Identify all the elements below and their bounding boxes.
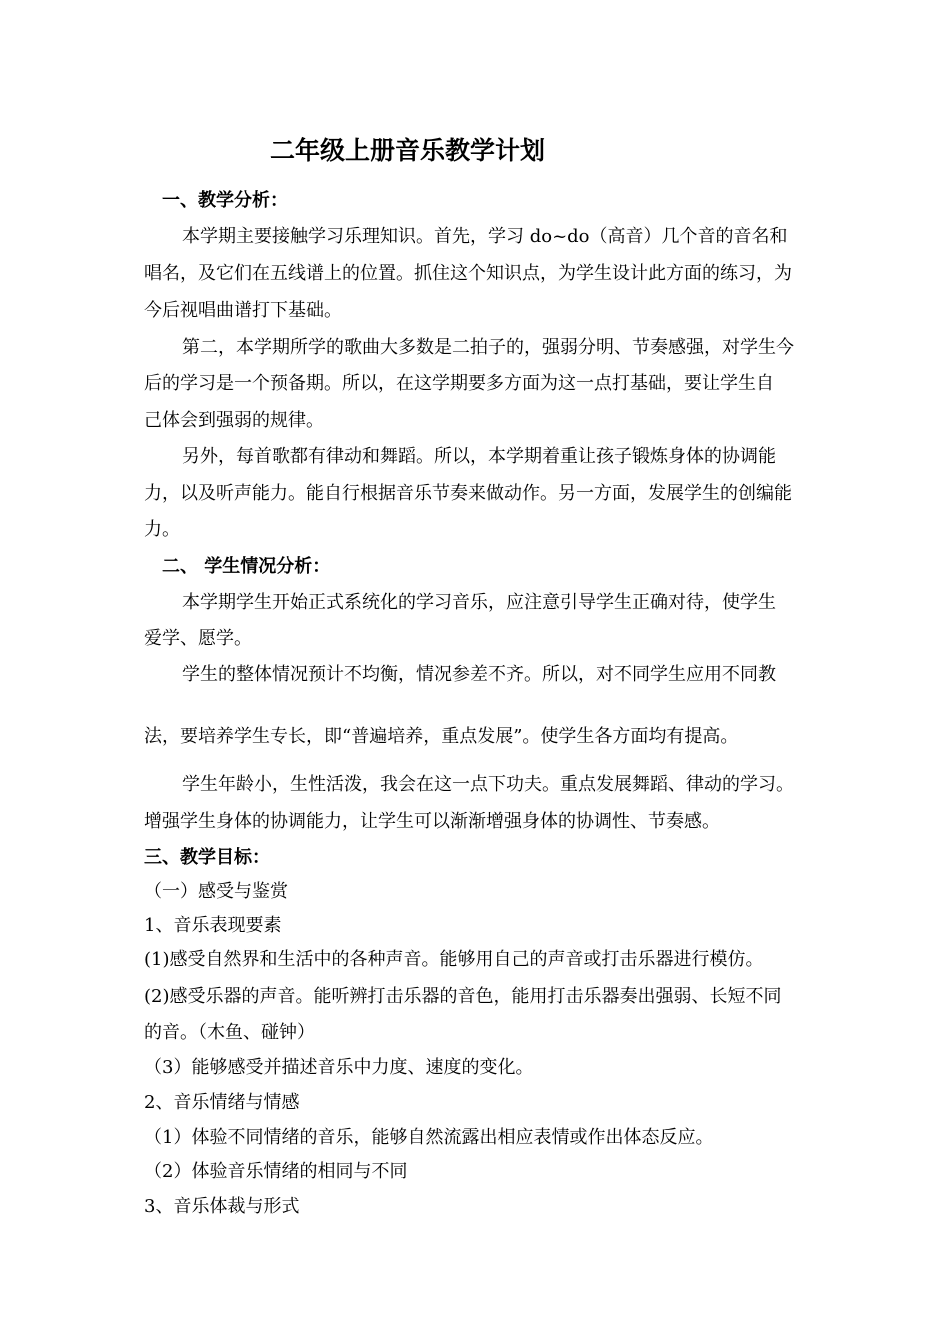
paragraph-line: 己体会到强弱的规律。 [144, 410, 324, 431]
list-heading: 3、音乐体裁与形式 [144, 1196, 300, 1217]
list-item: (2)感受乐器的声音。能听辨打击乐器的音色，能用打击乐器奏出强弱、长短不同 [144, 986, 782, 1007]
paragraph-line: 第二，本学期所学的歌曲大多数是二拍子的，强弱分明、节奏感强，对学生今 [182, 337, 794, 358]
list-heading: 1、音乐表现要素 [144, 915, 282, 936]
page-title: 二年级上册音乐教学计划 [270, 136, 546, 165]
paragraph-line: 后的学习是一个预备期。所以，在这学期要多方面为这一点打基础，要让学生自 [144, 373, 774, 394]
section-heading-teaching-analysis: 一、教学分析： [162, 190, 288, 211]
paragraph-line: 另外，每首歌都有律动和舞蹈。所以，本学期着重让孩子锻炼身体的协调能 [182, 446, 776, 467]
paragraph-line: 学生的整体情况预计不均衡，情况参差不齐。所以，对不同学生应用不同教 [182, 664, 776, 685]
paragraph-line: 今后视唱曲谱打下基础。 [144, 300, 342, 321]
section-heading-student-analysis: 二、 学生情况分析： [162, 556, 331, 577]
list-item: （1）体验不同情绪的音乐，能够自然流露出相应表情或作出体态反应。 [144, 1127, 714, 1148]
list-item: (1)感受自然界和生活中的各种声音。能够用自己的声音或打击乐器进行模仿。 [144, 949, 764, 970]
paragraph-line: 本学期学生开始正式系统化的学习音乐，应注意引导学生正确对待，使学生 [182, 592, 776, 613]
section-heading-teaching-goals: 三、教学目标： [144, 847, 270, 868]
paragraph-line: 法，要培养学生专长，即“普遍培养，重点发展”。使学生各方面均有提高。 [144, 726, 739, 747]
list-heading: 2、音乐情绪与情感 [144, 1092, 300, 1113]
paragraph-line: 学生年龄小，生性活泼，我会在这一点下功夫。重点发展舞蹈、律动的学习。 [182, 774, 794, 795]
paragraph-line: 力，以及听声能力。能自行根据音乐节奏来做动作。另一方面，发展学生的创编能 [144, 483, 792, 504]
list-item: （2）体验音乐情绪的相同与不同 [144, 1161, 408, 1182]
list-item-continued: 的音。（木鱼、碰钟） [144, 1022, 315, 1043]
paragraph-line: 本学期主要接触学习乐理知识。首先，学习 do~do（高音）几个音的音名和 [182, 226, 788, 247]
subsection-heading: （一）感受与鉴赏 [144, 881, 288, 902]
paragraph-line: 唱名，及它们在五线谱上的位置。抓住这个知识点，为学生设计此方面的练习，为 [144, 263, 792, 284]
list-item: （3）能够感受并描述音乐中力度、速度的变化。 [144, 1057, 534, 1078]
paragraph-line: 力。 [144, 519, 180, 540]
paragraph-line: 爱学、愿学。 [144, 628, 252, 649]
paragraph-line: 增强学生身体的协调能力，让学生可以渐渐增强身体的协调性、节奏感。 [144, 811, 720, 832]
